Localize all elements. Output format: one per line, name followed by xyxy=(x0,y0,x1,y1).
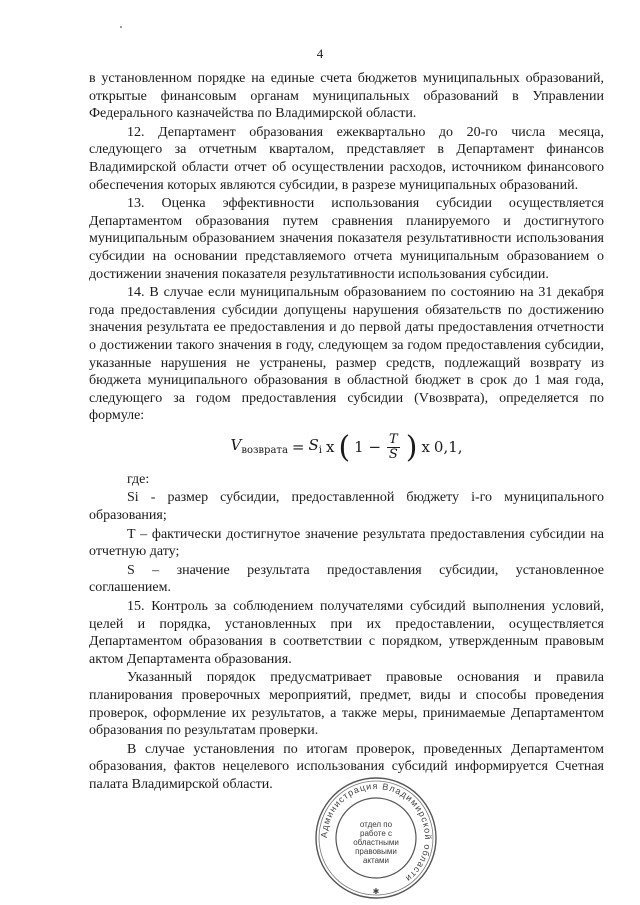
paragraph-15: 15. Контроль за соблюдением получателями субсидий выполнения условий, целей и порядка, установленных при их предоставлении, осуществляется Департаментом образования в соответствии с порядком, утвержденным правовым актом Департамента образования. xyxy=(89,599,604,667)
fraction-numerator: T xyxy=(389,432,398,448)
formula-times-2: x xyxy=(421,438,430,457)
stamp-ring-text: Администрация Владимирской области xyxy=(318,780,434,885)
formula-open-paren: ( xyxy=(338,429,351,465)
formula-coefficient: 0,1, xyxy=(433,438,463,457)
fraction-denominator: S xyxy=(388,447,398,463)
formula-one-minus: 1 − xyxy=(354,438,382,457)
formula-fraction xyxy=(387,433,400,462)
paragraph-continuation: в установленном порядке на единые счета бюджетов муниципальных образований, открытые финансовым органам муниципальных образований в Управлении Федерального казначейства по Владимирской области. xyxy=(89,71,604,122)
formula-close-paren: ) xyxy=(405,429,418,465)
formula-v: $V_{возврата}$ xyxy=(230,435,288,456)
paragraph-12: 12. Департамент образования ежеквартально до 20-го числа месяца, следующего за отчетным кварталом, представляет в Департамент финансов Владимирской области отчет об осуществлении расходов, источником финансового обеспечения которых являются субсидии, в разрезе муниципальных образований. xyxy=(89,124,604,193)
paragraph-inspection: В случае установления по итогам проверок, проведенных Департаментом образования, фактов нецелевого использования субсидий информируется Счетная палата Владимирской области. xyxy=(89,741,604,792)
definition-si: Si - размер субсидии, предоставленной бюджету i-го муниципального образования; xyxy=(89,490,604,524)
paragraph-13: 13. Оценка эффективности использования субсидии осуществляется Департаментом образования путем сравнения планируемого и достигнутого муниципальным образованием значения показателя результативности использования субсидии на основании представляемого отчета муниципальным образованием о достижении значения показателя результативности использования субсидии. xyxy=(89,196,604,282)
scan-speck xyxy=(120,26,122,28)
formula-times-1: x xyxy=(325,438,335,457)
formula-equals: = xyxy=(291,438,305,457)
return-formula xyxy=(89,429,604,465)
definition-s: S – значение результата предоставления субсидии, установленное соглашением. xyxy=(89,562,604,596)
definition-t: T – фактически достигнутое значение результата предоставления субсидии на отчетную дату; xyxy=(89,526,604,560)
stamp-inner-text: отдел по работе с областными правовыми актами xyxy=(353,820,399,865)
paragraph-14: 14. В случае если муниципальным образованием по состоянию на 31 декабря года предоставления субсидии допущены нарушения обязательств по достижению значения результата ее предоставления и до первой даты предоставления отчетности о достижении такого значения в году, следующем за годом предоставления субсидии, указанные нарушения не устранены, размер средств, подлежащий возврату из бюджета муниципального образования в областной бюджет в срок до 1 мая года, следующего за годом предоставления субсидии (Vвозврата), определяется по формуле: xyxy=(89,285,604,424)
paragraph-procedure: Указанный порядок предусматривает правовые основания и правила планирования проверочных мероприятий, предмет, виды и способы проведения проверок, оформление их результатов, а также меры, принимаемые Департаментом образования по результатам проверки. xyxy=(89,670,604,739)
official-stamp xyxy=(314,776,438,900)
page-number: 4 xyxy=(316,46,324,61)
document-body xyxy=(89,70,604,795)
formula-s: $S_i$ xyxy=(308,435,322,456)
svg-text:✱: ✱ xyxy=(372,887,380,896)
where-label: где: xyxy=(127,471,150,487)
